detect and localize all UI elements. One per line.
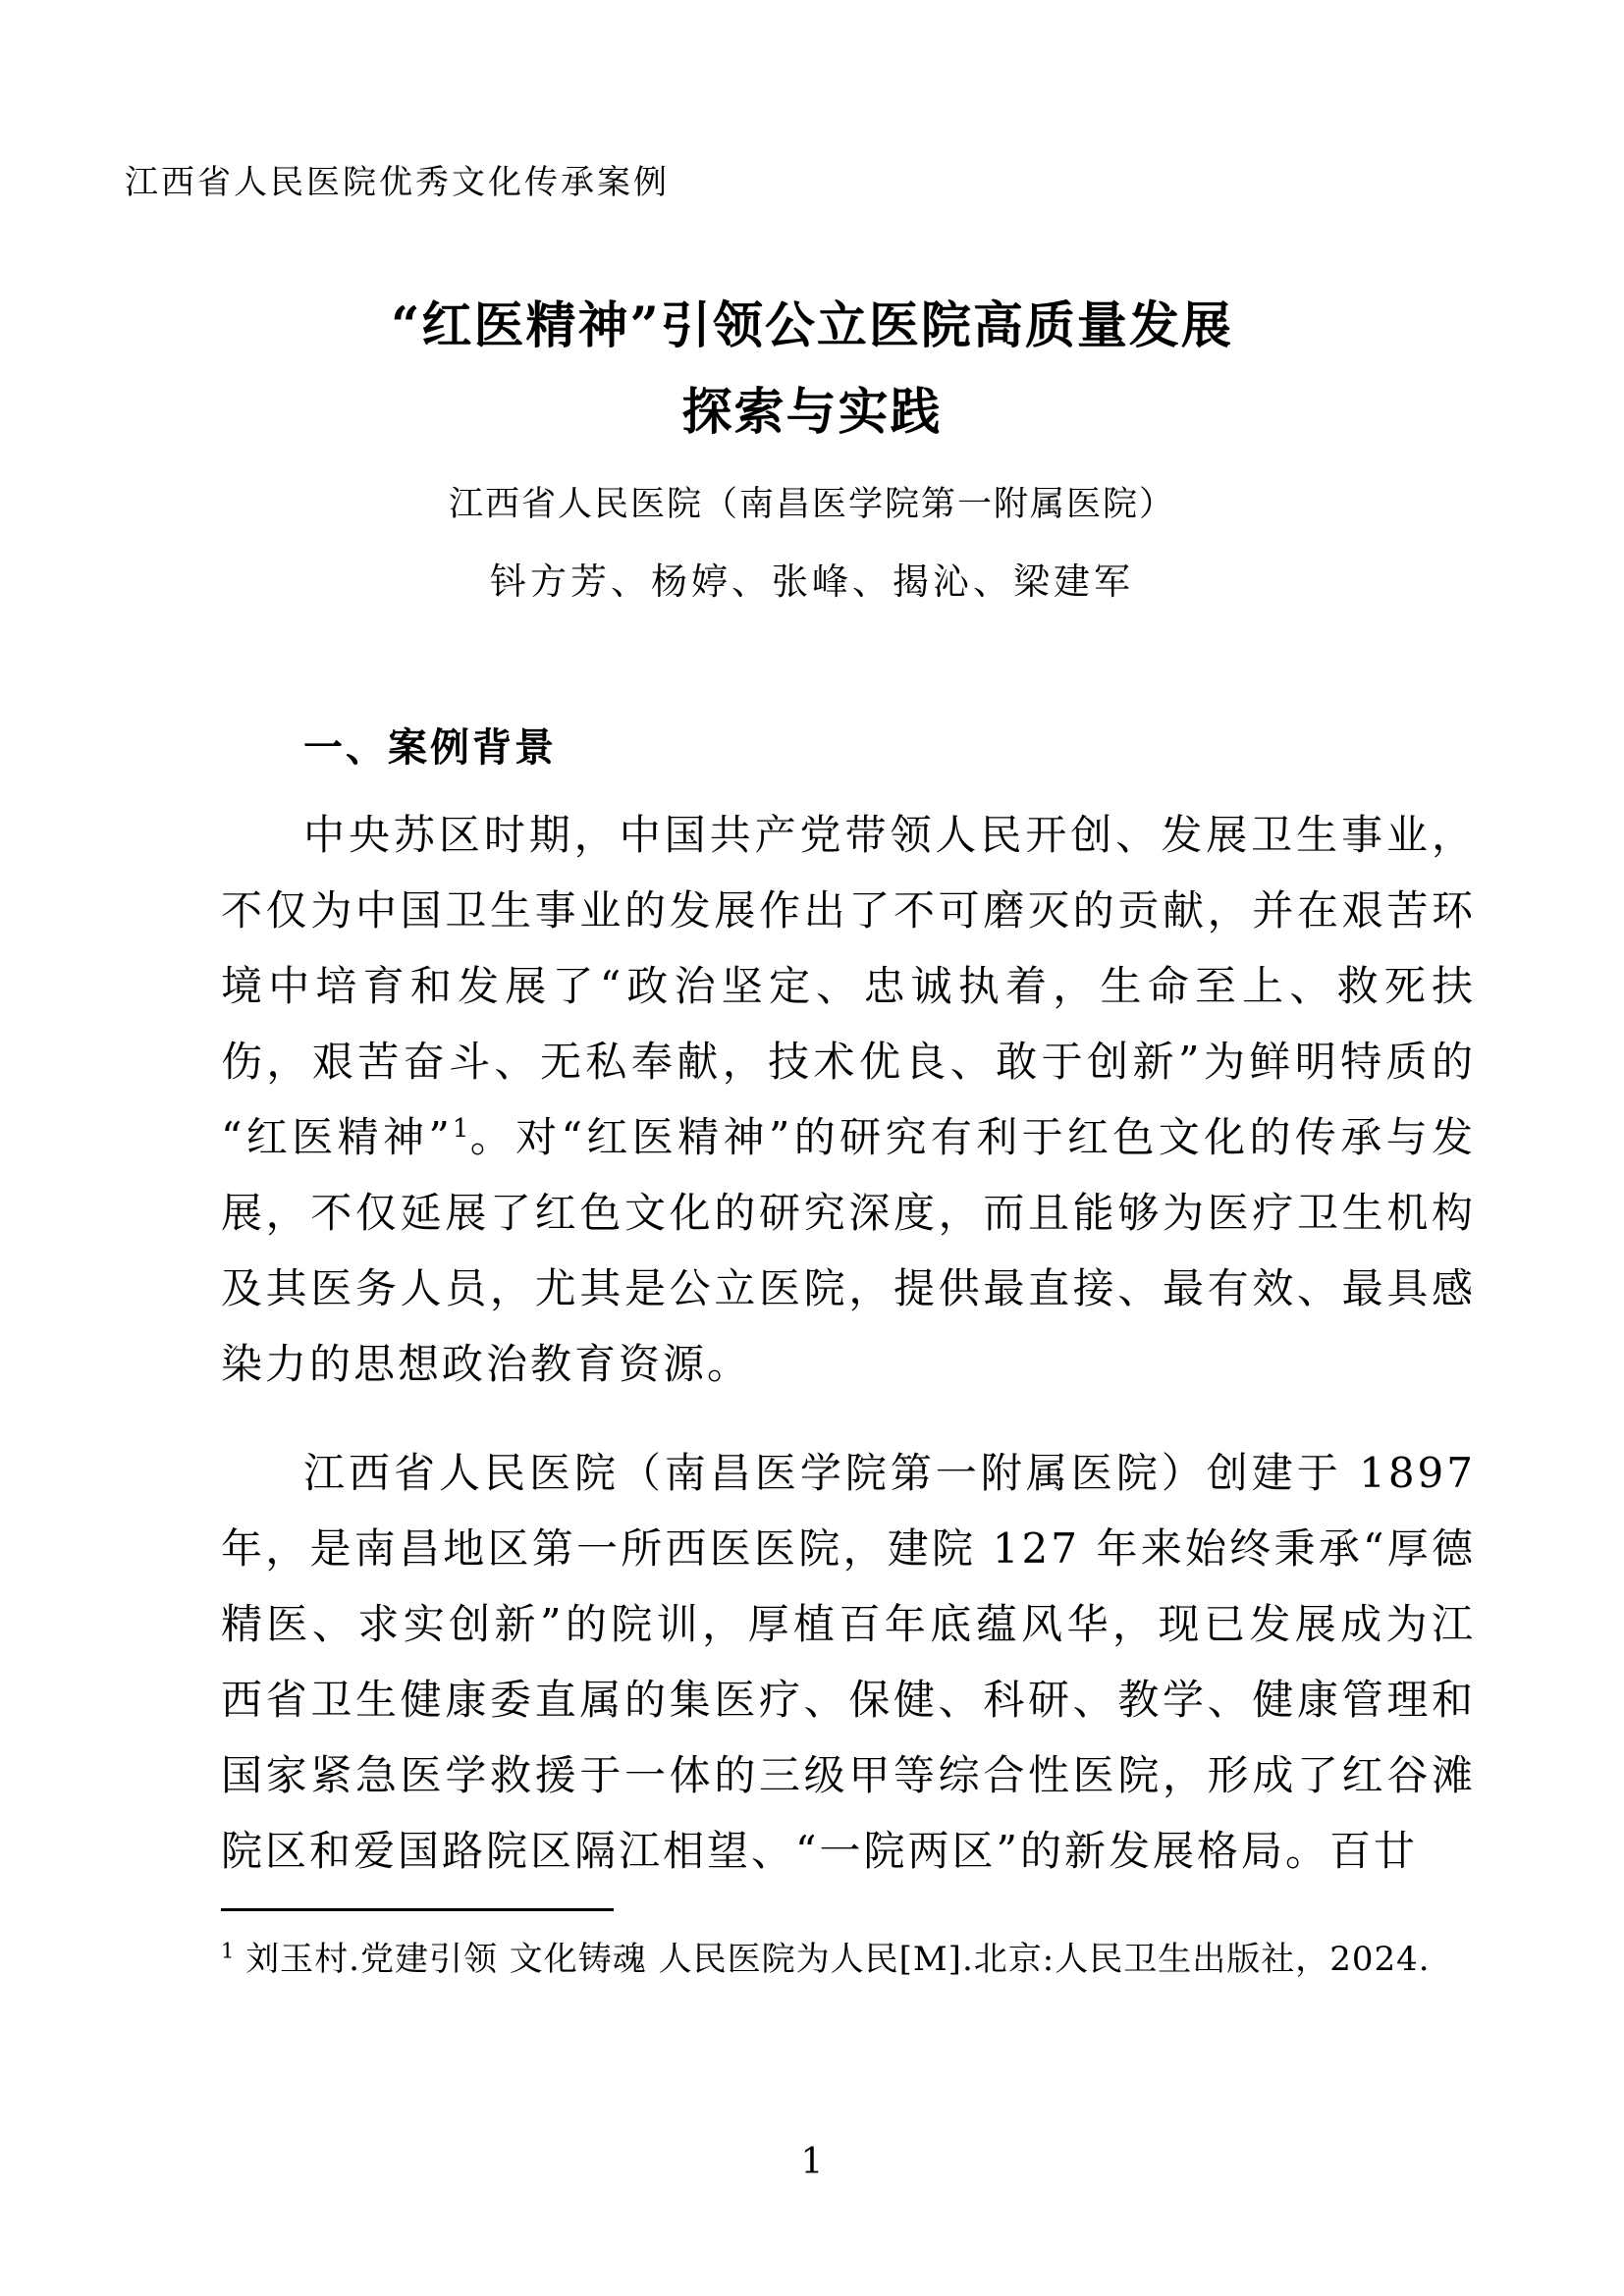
footnote-marker: 1 (221, 1939, 235, 1963)
footnote-text: 刘玉村.党建引领 文化铸魂 人民医院为人民[M].北京:人民卫生出版社，2024. (245, 1940, 1431, 1979)
paragraph-2: 江西省人民医院（南昌医学院第一附属医院）创建于 1897 年，是南昌地区第一所西医医院，建院 127 年来始终秉承“厚德精医、求实创新”的院训，厚植百年底蕴风华，现已发展成为江西省卫生健康委直属的集医疗、保健、科研、教学、健康管理和国家紧急医学救援于一体的三级甲等综合性医院，形成了红谷滩院区和爱国路院区隔江相望、“一院两区”的新发展格局。百廿 (221, 1449, 1476, 1875)
page-number: 1 (800, 2142, 824, 2182)
title-line-2: 探索与实践 (681, 383, 943, 442)
paragraph-1-text-before-note: 中央苏区时期，中国共产党带领人民开创、发展卫生事业，不仅为中国卫生事业的发展作出了不可磨灭的贡献，并在艰苦环境中培育和发展了“政治坚定、忠诚执着，生命至上、救死扶伤，艰苦奋斗、无私奉献，技术优良、敢于创新”为鲜明特质的“红医精神” (221, 811, 1476, 1161)
page-title (0, 283, 1624, 455)
document-header: 江西省人民医院优秀文化传承案例 (125, 163, 670, 202)
section-heading-case-background: 一、案例背景 (303, 725, 557, 771)
title-line-1: “红医精神”引领公立医院高质量发展 (391, 296, 1233, 355)
footnote (221, 1928, 1483, 1991)
affiliation: 江西省人民医院（南昌医学院第一附属医院） (448, 485, 1175, 524)
authors: 钭方芳、杨婷、张峰、揭沁、梁建军 (490, 561, 1134, 603)
footnote-reference-1: 1 (452, 1114, 469, 1144)
paragraph-1-text-after-note: 。对“红医精神”的研究有利于红色文化的传承与发展，不仅延展了红色文化的研究深度，而且能够为医疗卫生机构及其医务人员，尤其是公立医院，提供最直接、最有效、最具感染力的思想政治教育资源。 (221, 1113, 1476, 1388)
footnote-separator (221, 1908, 614, 1911)
paragraph-1 (221, 797, 1476, 1402)
